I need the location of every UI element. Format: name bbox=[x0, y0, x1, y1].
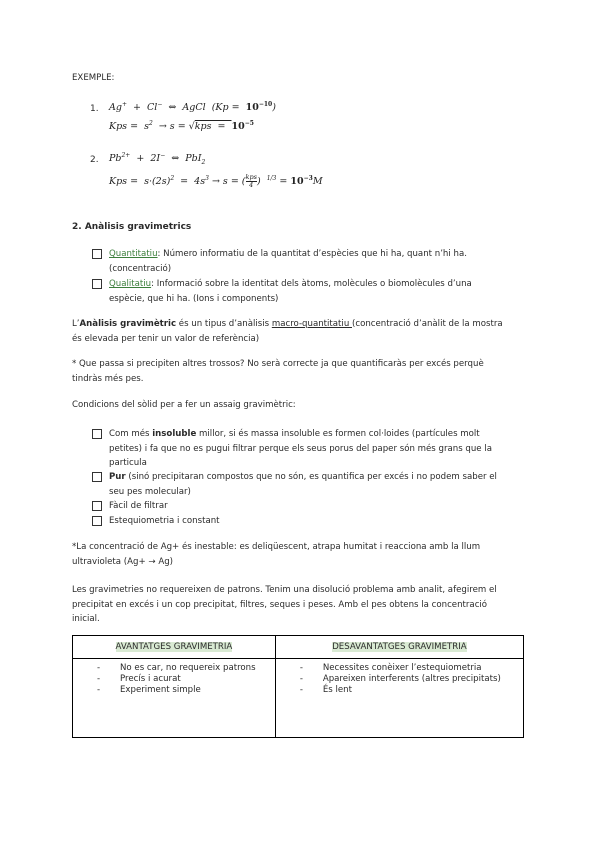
disadvantages-header-cell bbox=[275, 636, 523, 659]
example-1-kps-equation: Kps = $s^2 \to s = √kps = 10^{-5}$ bbox=[109, 120, 254, 133]
checkbox[interactable] bbox=[92, 249, 102, 259]
example-1-number: 1. bbox=[90, 104, 99, 114]
list-item: - És lent bbox=[299, 685, 352, 695]
patterns-paragraph: Les gravimetries no requereixen de patrons. Tenim una disolució problema amb analit, afegirem el precipitat en excés i un cop precipitat, filtres, seques i peses. Amb el pes obtens la concentració inicial. bbox=[72, 585, 497, 624]
example-1-equation: Ag+ + Cl− ⇔ AgCl $(Kp = 10^{-10})$ bbox=[109, 101, 276, 114]
condition-easy-filter[interactable]: Fàcil de filtrar bbox=[92, 499, 168, 514]
advantages-table bbox=[72, 635, 524, 738]
example-2-kps-equation: Kps = $s\cdot(2s)^2 = 4s^3 \to s$ = ( $\frac{\text{kps}}{4}$ ) $^{1/3} = 10^{-3}M$ bbox=[109, 173, 323, 189]
example-2-equation: $Pb^{2+} + 2I^-$ ⇔ PbI$_2$ bbox=[109, 152, 206, 167]
list-item: - Apareixen interferents (altres precipitats) bbox=[299, 674, 501, 684]
advantages-list-cell bbox=[73, 659, 276, 738]
note-paragraph: * Que passa si precipiten altres trossos? No serà correcte ja que quantificaràs per excés perquè tindràs més pes. bbox=[72, 359, 484, 384]
checkbox[interactable] bbox=[92, 429, 102, 439]
condition-pure[interactable]: Pur (sinó precipitaran compostos que no són, es quantifica per excés i no podem saber el seu pes molecular) bbox=[92, 470, 532, 499]
checklist-item-qualitative[interactable]: Qualitatiu: Informació sobre la identitat dels àtoms, molècules o biomolècules d’una espècie, que hi ha. (Ions i components) bbox=[92, 277, 472, 306]
list-item: - Precís i acurat bbox=[97, 674, 181, 684]
disadvantages-list bbox=[282, 663, 517, 696]
disadvantages-header: DESAVANTATGES GRAVIMETRIA bbox=[332, 642, 467, 652]
example-2-number: 2. bbox=[90, 155, 99, 165]
advantages-header: AVANTATGES GRAVIMETRIA bbox=[115, 642, 233, 652]
advantages-list bbox=[79, 663, 269, 696]
conditions-intro: Condicions del sòlid per a fer un assaig gravimètric: bbox=[72, 400, 296, 410]
disadvantages-list-cell bbox=[275, 659, 523, 738]
list-item: - No es car, no requereix patrons bbox=[97, 663, 256, 673]
advantages-header-cell bbox=[73, 636, 276, 659]
condition-insoluble[interactable]: Com més insoluble millor, si és massa insoluble es formen col·loides (partícules molt petites) i fa que no es pugui filtrar perque els seus porus del paper són més grans que la particula bbox=[92, 427, 532, 471]
qualitative-term: Qualitatiu bbox=[109, 279, 152, 289]
list-item: - Necessites conèixer l’estequiometria bbox=[299, 663, 482, 673]
silver-note-paragraph: *La concentració de Ag+ és inestable: es deliqüescent, atrapa humitat i reacciona amb la llum ultravioleta (Ag+ → Ag) bbox=[72, 542, 481, 567]
checkbox[interactable] bbox=[92, 279, 102, 289]
condition-stoichiometry[interactable]: Estequiometria i constant bbox=[92, 514, 220, 529]
section-heading: 2. Anàlisis gravimetrics bbox=[72, 222, 192, 232]
checkbox[interactable] bbox=[92, 516, 102, 526]
checkbox[interactable] bbox=[92, 501, 102, 511]
example-label: EXEMPLE: bbox=[72, 73, 115, 83]
quantitative-term: Quantitatiu bbox=[109, 249, 158, 259]
checkbox[interactable] bbox=[92, 472, 102, 482]
checklist-item-quantitative[interactable]: Quantitatiu: Número informatiu de la quantitat d’espècies que hi ha, quant n’hi ha. (concentració) bbox=[92, 247, 467, 276]
definition-paragraph: L’Anàlisis gravimètric és un tipus d’anàlisis macro-quantitatiu (concentració d’anàlit de la mostra és elevada per tenir un valor de referència) bbox=[72, 319, 503, 344]
list-item: - Experiment simple bbox=[97, 685, 201, 695]
